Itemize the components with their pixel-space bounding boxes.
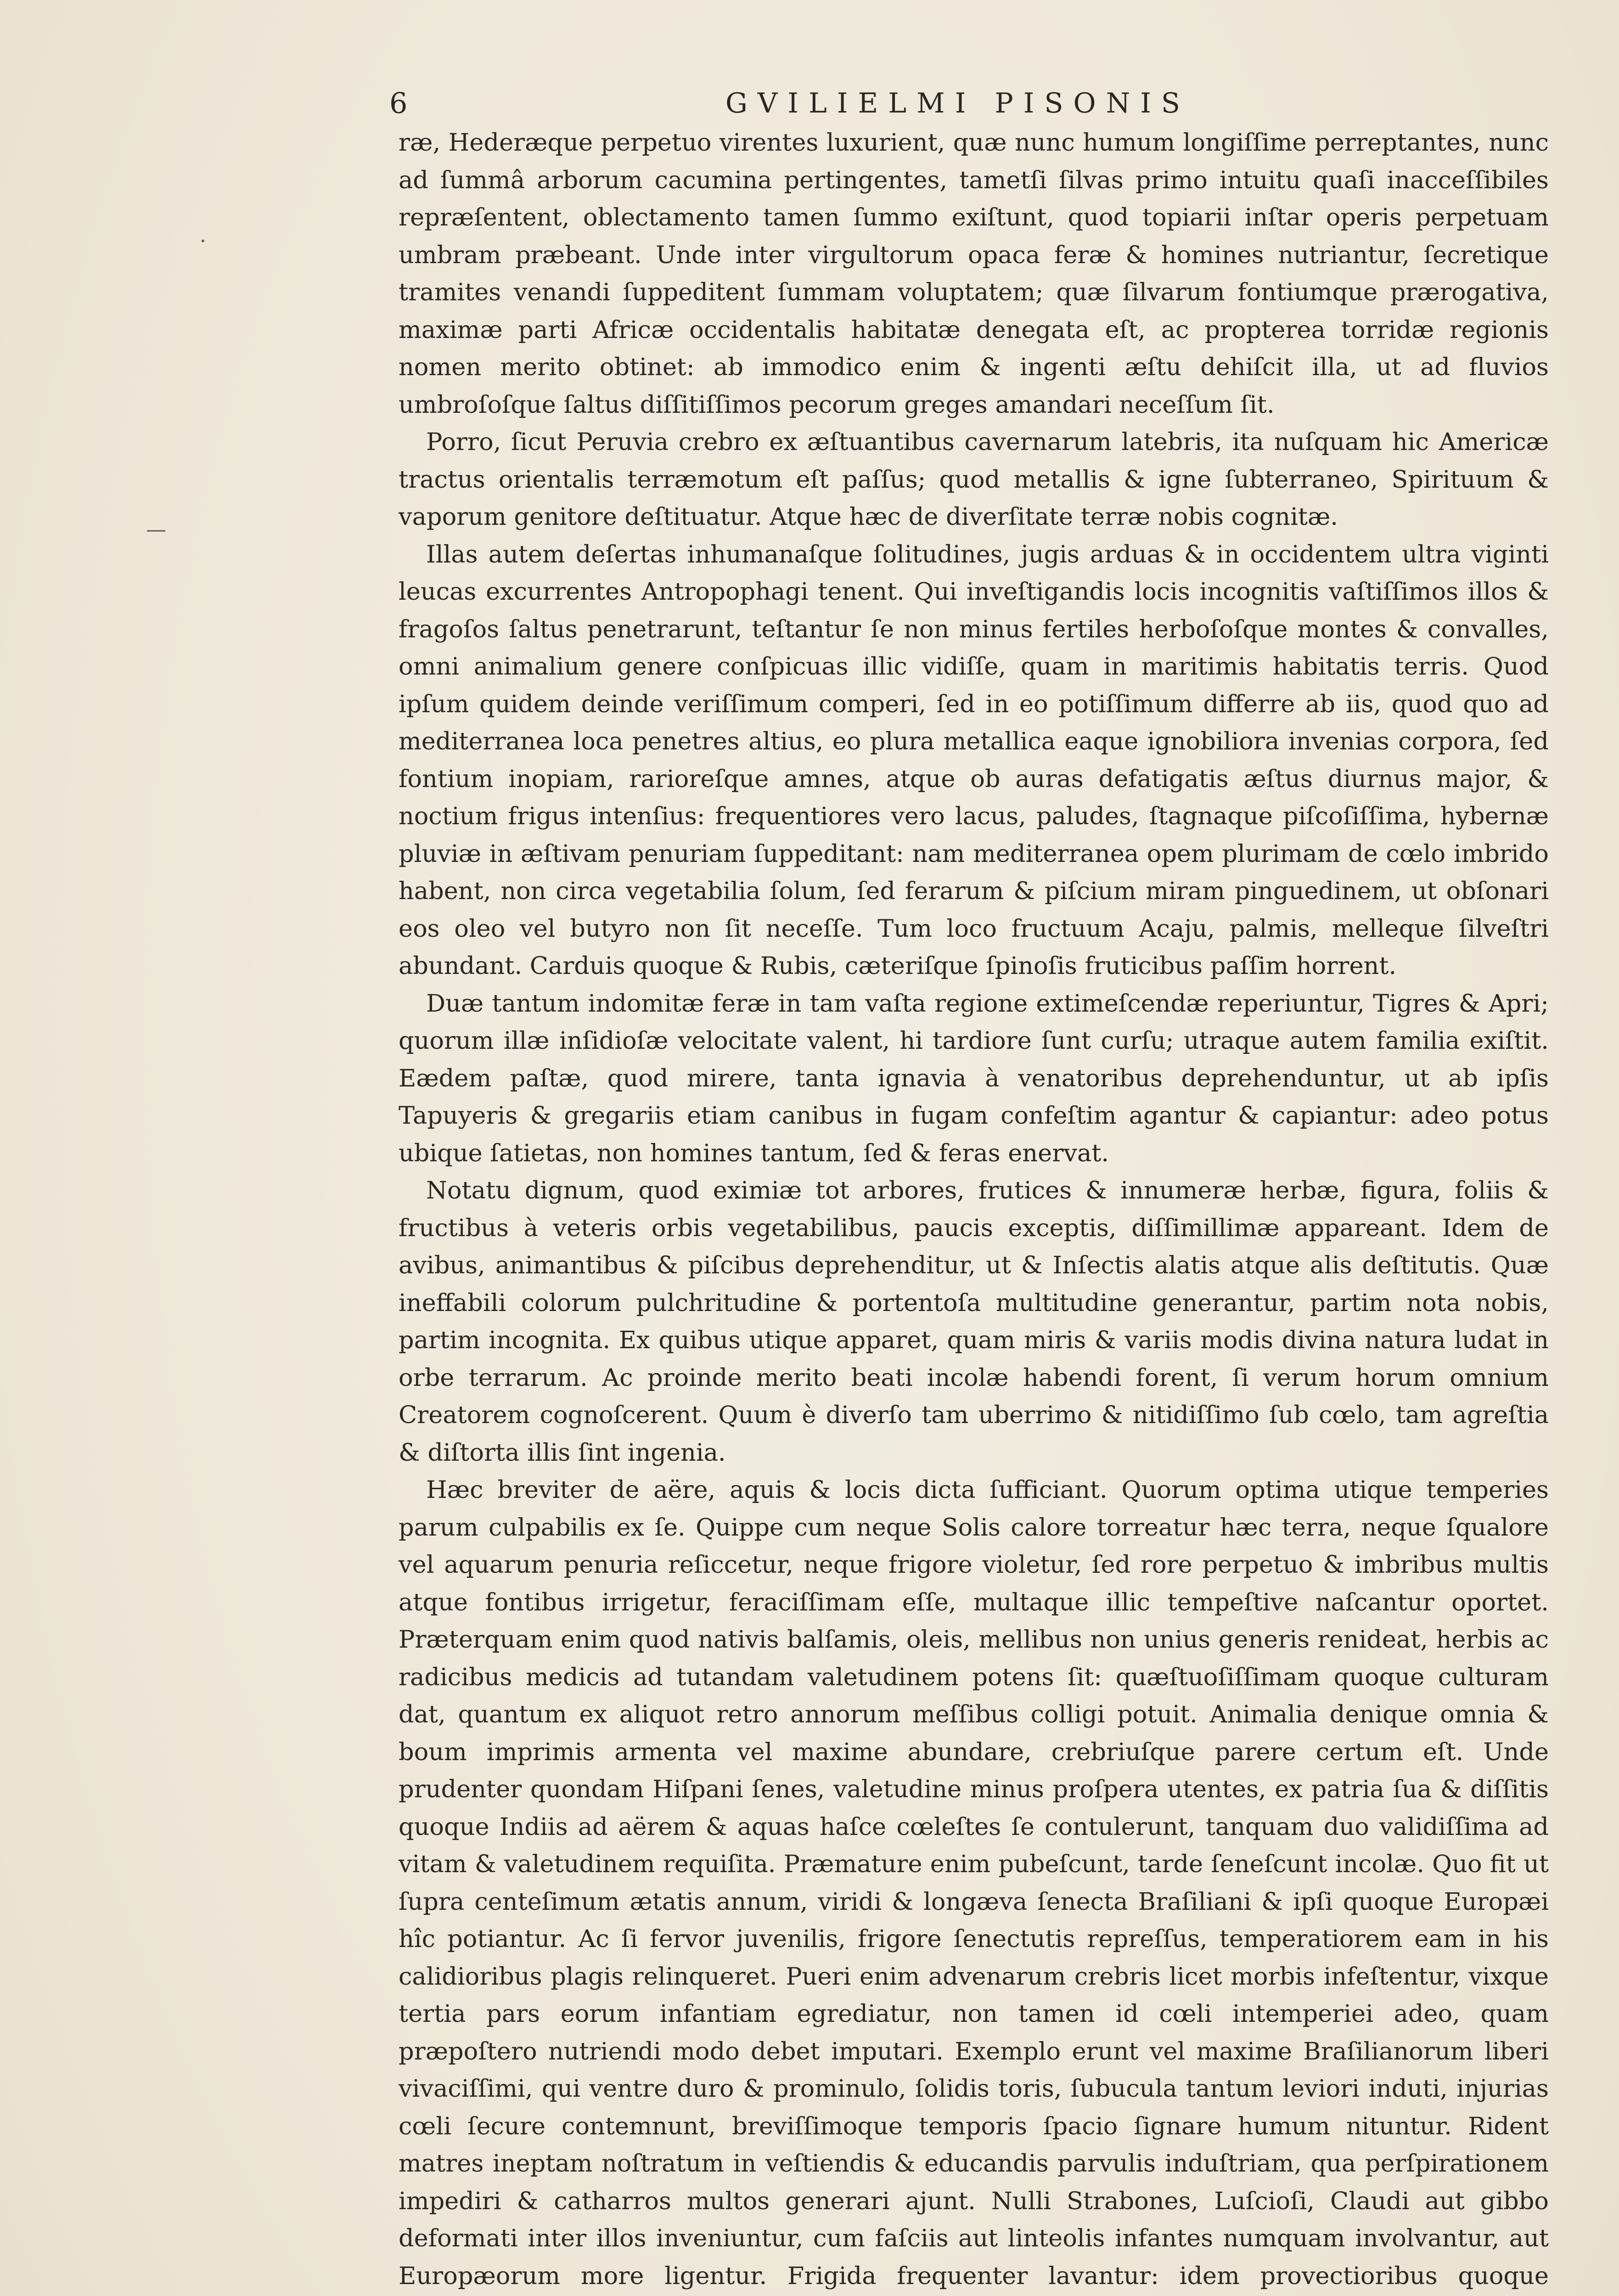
body-text xyxy=(399,124,1549,2296)
paragraph: Illas autem deſertas inhumanaſque ſolitudines, jugis arduas & in occidentem ultra viginti leucas excurrentes Antropophagi tenent. Qui inveſtigandis locis incognitis vaſtiſſimos illos & fragoſos ſaltus penetrarunt, teſtantur ſe non minus fertiles herboſoſque montes & convalles, omni animalium genere conſpicuas illic vidiſſe, quam in maritimis habitatis terris. Quod ipſum quidem deinde veriſſimum comperi, ſed in eo potiſſimum differre ab iis, quod quo ad mediterranea loca penetres altius, eo plura metallica eaque ignobiliora invenias corpora, ſed fontium inopiam, rarioreſque amnes, atque ob auras defatigatis æſtus diurnus major, & noctium frigus intenſius: frequentiores vero lacus, paludes, ſtagnaque piſcoſiſſima, hybernæ pluviæ in æſtivam penuriam ſuppeditant: nam mediterranea opem plurimam de cœlo imbrido habent, non circa vegetabilia ſolum, ſed ferarum & piſcium miram pinguedinem, ut obſonari eos oleo vel butyro non ſit neceſſe. Tum loco fructuum Acaju, palmis, melleque ſilveſtri abundant. Carduis quoque & Rubis, cæteriſque ſpinoſis fruticibus paſſim horrent. xyxy=(399,540,1549,980)
margin-dot: · xyxy=(200,230,206,253)
paragraph: Porro, ſicut Peruvia crebro ex æſtuantibus cavernarum latebris, ita nuſquam hic Americæ tractus orientalis terræmotum eſt paſſus; quod metallis & igne ſubterraneo, Spirituum & vaporum genitore deſtituatur. Atque hæc de diverſitate terræ nobis cognitæ. xyxy=(399,428,1549,531)
margin-mark: — xyxy=(146,518,166,541)
paragraph: ræ, Hederæque perpetuo virentes luxurient, quæ nunc humum longiſſime perreptantes, nunc ad ſummâ arborum cacumina pertingentes, tametſi ſilvas primo intuitu quaſi inacceſſibiles repræſentent, oblectamento tamen ſummo exiſtunt, quod topiarii inſtar operis perpetuam umbram præbeant. Unde inter virgultorum opaca feræ & homines nutriantur, ſecretique tramites venandi ſuppeditent ſummam voluptatem; quæ ſilvarum fontiumque prærogativa, maximæ parti Africæ occidentalis habitatæ denegata eſt, ac propterea torridæ regionis nomen merito obtinet: ab immodico enim & ingenti æſtu dehiſcit illa, ut ad fluvios umbroſoſque ſaltus diſſitiſſimos pecorum greges amandari neceſſum ſit. xyxy=(399,129,1549,419)
running-head: GVILIELMI PISONIS xyxy=(725,87,1191,119)
page-number: 6 xyxy=(389,86,408,120)
paragraph: Duæ tantum indomitæ feræ in tam vaſta regione extimeſcendæ reperiuntur, Tigres & Apri; quorum illæ inſidioſæ velocitate valent, hi tardiore ſunt curſu; utraque autem familia exiſtit. Eædem paſtæ, quod mirere, tanta ignavia à venatoribus deprehenduntur, ut ab ipſis Tapuyeris & gregariis etiam canibus in fugam confeſtim agantur & capiantur: adeo potus ubique ſatietas, non homines tantum, ſed & feras enervat. xyxy=(399,989,1549,1167)
paragraph: Notatu dignum, quod eximiæ tot arbores, frutices & innumeræ herbæ, figura, foliis & fructibus à veteris orbis vegetabilibus, paucis exceptis, diſſimillimæ appareant. Idem de avibus, animantibus & piſcibus deprehenditur, ut & Inſectis alatis atque alis deſtitutis. Quæ ineffabili colorum pulchritudine & portentoſa multitudine generantur, partim nota nobis, partim incognita. Ex quibus utique apparet, quam miris & variis modis divina natura ludat in orbe terrarum. Ac proinde merito beati incolæ habendi forent, ſi verum horum omnium Creatorem cognoſcerent. Quum è diverſo tam uberrimo & nitidiſſimo ſub cœlo, tam agreſtia & diſtorta illis ſint ingenia. xyxy=(399,1176,1549,1467)
page-header xyxy=(0,85,1619,126)
paragraph: Hæc breviter de aëre, aquis & locis dicta ſufficiant. Quorum optima utique temperies parum culpabilis ex ſe. Quippe cum neque Solis calore torreatur hæc terra, neque ſqualore vel aquarum penuria reſiccetur, neque frigore violetur, ſed rore perpetuo & imbribus multis atque fontibus irrigetur, feraciſſimam eſſe, multaque illic tempeſtive naſcantur oportet. Præterquam enim quod nativis balſamis, oleis, mellibus non unius generis renideat, herbis ac radicibus medicis ad tutandam valetudinem potens ſit: quæſtuoſiſſimam quoque culturam dat, quantum ex aliquot retro annorum meſſibus colligi potuit. Animalia denique omnia & boum imprimis armenta vel maxime abundare, crebriuſque parere certum eſt. Unde prudenter quondam Hiſpani ſenes, valetudine minus proſpera utentes, ex patria ſua & diſſitis quoque Indiis ad aërem & aquas haſce cœleſtes ſe contulerunt, tanquam duo validiſſima ad vitam & valetudinem requiſita. Præmature enim pubeſcunt, tarde ſeneſcunt incolæ. Quo fit ut ſupra centeſimum ætatis annum, viridi & longæva ſenecta Braſiliani & ipſi quoque Europæi hîc potiantur. Ac ſi fervor juvenilis, frigore ſenectutis repreſſus, temperatiorem eam in his calidioribus plagis relinqueret. Pueri enim advenarum crebris licet morbis infeſtentur, vixque tertia pars eorum infantiam egrediatur, non tamen id cœli intemperiei adeo, quam præpoſtero nutriendi modo debet imputari. Exemplo erunt vel maxime Braſilianorum liberi vivaciſſimi, qui ventre duro & prominulo, ſolidis toris, ſubucula tantum leviori induti, injurias cœli ſecure contemnunt, breviſſimoque temporis ſpacio ſignare humum nituntur. Rident matres ineptam noſtratum in veſtiendis & educandis parvulis induſtriam, qua perſpirationem impediri & catharros multos generari ajunt. Nulli Strabones, Luſcioſi, Claudi aut gibbo deformati inter illos inveniuntur, cum faſciis aut linteolis infantes numquam involvantur, aut Europæorum more ligentur. Frigida frequenter lavantur: idem provectioribus quoque xyxy=(399,1476,1549,2290)
